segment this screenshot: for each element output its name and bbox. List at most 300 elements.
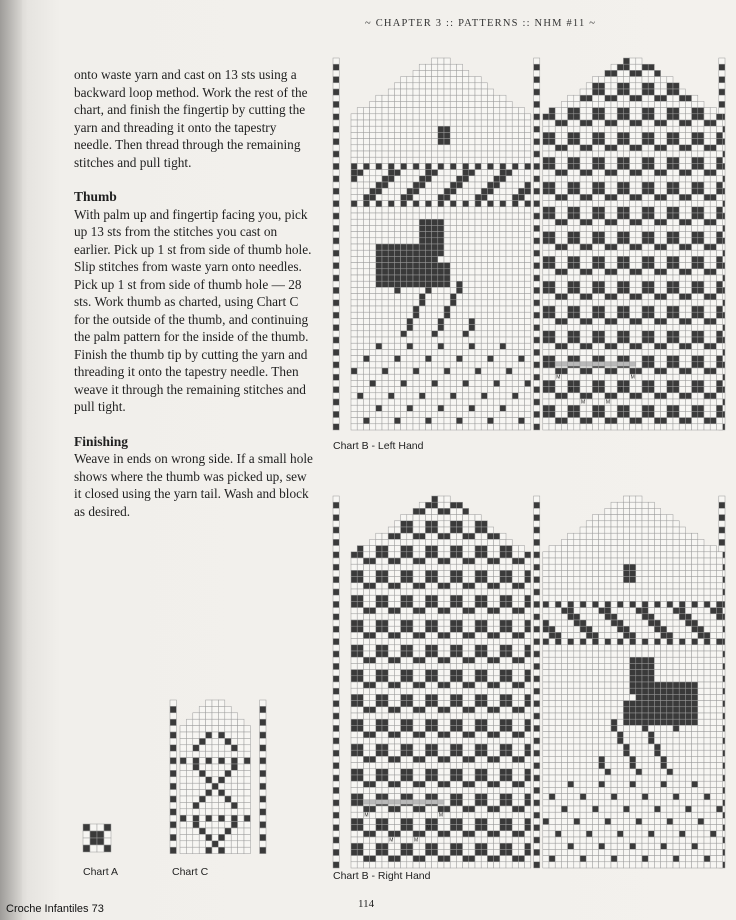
stitch-dark — [382, 552, 388, 558]
stitch-light — [487, 393, 493, 399]
edge-stitch — [333, 275, 339, 281]
stitch-light — [413, 825, 419, 831]
stitch-light — [611, 182, 617, 188]
stitch-light — [363, 374, 369, 380]
stitch-light — [407, 380, 413, 386]
stitch-light — [481, 589, 487, 595]
stitch-dark — [432, 577, 438, 583]
stitch-dark — [642, 132, 648, 138]
stitch-dark — [561, 120, 567, 126]
edge-stitch — [333, 521, 339, 527]
stitch-light — [481, 564, 487, 570]
stitch-light — [487, 263, 493, 269]
stitch-dark — [673, 188, 679, 194]
edge-stitch — [534, 250, 540, 256]
stitch-light — [512, 825, 518, 831]
stitch-light — [561, 387, 567, 393]
stitch-light — [475, 256, 481, 262]
stitch-light — [543, 349, 549, 355]
stitch-dark — [438, 781, 444, 787]
stitch-light — [679, 411, 685, 417]
stitch-light — [525, 356, 531, 362]
stitch-dark — [642, 281, 648, 287]
stitch-dark — [425, 263, 431, 269]
stitch-light — [494, 362, 500, 368]
stitch-dark — [673, 306, 679, 312]
stitch-light — [487, 207, 493, 213]
stitch-light — [611, 374, 617, 380]
stitch-light — [642, 70, 648, 76]
stitch-light — [357, 213, 363, 219]
stitch-light — [413, 151, 419, 157]
stitch-light — [648, 368, 654, 374]
stitch-light — [710, 287, 716, 293]
stitch-light — [549, 225, 555, 231]
stitch-dark — [370, 707, 376, 713]
stitch-light — [710, 300, 716, 306]
stitch-light — [363, 256, 369, 262]
stitch-dark — [592, 89, 598, 95]
stitch-dark — [407, 645, 413, 651]
stitch-dark — [574, 163, 580, 169]
stitch-dark — [561, 170, 567, 176]
stitch-light — [469, 244, 475, 250]
stitch-light — [407, 114, 413, 120]
stitch-light — [351, 207, 357, 213]
stitch-light — [518, 393, 524, 399]
stitch-dark — [394, 707, 400, 713]
stitch-light — [623, 349, 629, 355]
stitch-light — [363, 670, 369, 676]
edge-stitch — [534, 393, 540, 399]
stitch-dark — [357, 744, 363, 750]
stitch-light — [475, 331, 481, 337]
stitch-light — [394, 701, 400, 707]
stitch-light — [673, 219, 679, 225]
stitch-light — [357, 399, 363, 405]
stitch-light — [580, 312, 586, 318]
stitch-light — [636, 101, 642, 107]
stitch-light — [463, 719, 469, 725]
stitch-light — [419, 552, 425, 558]
stitch-light — [388, 194, 394, 200]
stitch-light — [543, 275, 549, 281]
edge-stitch — [719, 64, 725, 70]
stitch-light — [648, 418, 654, 424]
stitch-light — [555, 312, 561, 318]
stitch-light — [475, 219, 481, 225]
stitch-light — [574, 294, 580, 300]
stitch-light — [432, 583, 438, 589]
stitch-dark — [605, 95, 611, 101]
stitch-dark — [512, 657, 518, 663]
stitch-light — [487, 244, 493, 250]
stitch-light — [481, 614, 487, 620]
stitch-light — [444, 769, 450, 775]
stitch-dark — [704, 318, 710, 324]
stitch-light — [450, 114, 456, 120]
stitch-light — [394, 306, 400, 312]
stitch-light — [475, 399, 481, 405]
stitch-dark — [617, 356, 623, 362]
stitch-dark — [475, 719, 481, 725]
stitch-light — [487, 374, 493, 380]
stitch-light — [506, 176, 512, 182]
stitch-light — [704, 387, 710, 393]
stitch-dark — [351, 552, 357, 558]
stitch-light — [463, 701, 469, 707]
stitch-light — [592, 145, 598, 151]
stitch-light — [357, 182, 363, 188]
stitch-light — [494, 349, 500, 355]
stitch-dark — [481, 701, 487, 707]
stitch-light — [518, 139, 524, 145]
stitch-dark — [692, 387, 698, 393]
stitch-dark — [419, 806, 425, 812]
stitch-dark — [673, 213, 679, 219]
stitch-light — [438, 418, 444, 424]
stitch-light — [481, 663, 487, 669]
stitch-light — [463, 564, 469, 570]
stitch-light — [487, 825, 493, 831]
stitch-dark — [425, 418, 431, 424]
stitch-light — [432, 763, 438, 769]
stitch-light — [351, 564, 357, 570]
stitch-dark — [500, 694, 506, 700]
stitch-light — [512, 207, 518, 213]
stitch-light — [469, 101, 475, 107]
stitch-dark — [382, 626, 388, 632]
stitch-dark — [568, 132, 574, 138]
stitch-light — [407, 614, 413, 620]
stitch-dark — [401, 256, 407, 262]
stitch-light — [685, 151, 691, 157]
stitch-light — [388, 362, 394, 368]
stitch-light — [500, 300, 506, 306]
stitch-light — [481, 145, 487, 151]
edge-stitch — [333, 688, 339, 694]
stitch-light — [568, 194, 574, 200]
stitch-light — [444, 614, 450, 620]
stitch-light — [394, 325, 400, 331]
stitch-light — [469, 157, 475, 163]
stitch-dark — [438, 608, 444, 614]
stitch-light — [463, 539, 469, 545]
stitch-light — [605, 238, 611, 244]
stitch-light — [463, 213, 469, 219]
stitch-dark — [475, 694, 481, 700]
stitch-light — [376, 589, 382, 595]
edge-stitch — [333, 713, 339, 719]
stitch-dark — [506, 701, 512, 707]
stitch-dark — [574, 356, 580, 362]
stitch-light — [636, 139, 642, 145]
stitch-light — [469, 719, 475, 725]
stitch-dark — [512, 583, 518, 589]
stitch-light — [419, 424, 425, 430]
stitch-light — [642, 176, 648, 182]
stitch-light — [568, 399, 574, 405]
stitch-dark — [500, 769, 506, 775]
stitch-light — [438, 769, 444, 775]
stitch-light — [494, 589, 500, 595]
stitch-light — [407, 806, 413, 812]
stitch-light — [456, 325, 462, 331]
stitch-dark — [648, 232, 654, 238]
stitch-dark — [654, 368, 660, 374]
stitch-light — [370, 387, 376, 393]
edge-stitch — [534, 387, 540, 393]
stitch-dark — [512, 707, 518, 713]
stitch-light — [425, 132, 431, 138]
stitch-light — [494, 120, 500, 126]
stitch-light — [487, 101, 493, 107]
stitch-light — [475, 657, 481, 663]
stitch-light — [611, 300, 617, 306]
stitch-light — [475, 294, 481, 300]
stitch-light — [444, 58, 450, 64]
stitch-light — [506, 182, 512, 188]
stitch-light — [685, 188, 691, 194]
stitch-dark — [710, 418, 716, 424]
stitch-light — [438, 552, 444, 558]
stitch-light — [382, 343, 388, 349]
stitch-light — [370, 694, 376, 700]
stitch-light — [518, 380, 524, 386]
stitch-light — [592, 77, 598, 83]
stitch-dark — [667, 139, 673, 145]
stitch-dark — [394, 170, 400, 176]
edge-stitch — [534, 238, 540, 244]
stitch-light — [630, 64, 636, 70]
stitch-light — [351, 139, 357, 145]
stitch-light — [525, 418, 531, 424]
stitch-light — [630, 101, 636, 107]
stitch-dark — [432, 331, 438, 337]
stitch-light — [463, 275, 469, 281]
stitch-light — [525, 368, 531, 374]
stitch-dark — [716, 306, 722, 312]
stitch-light — [363, 694, 369, 700]
stitch-dark — [642, 114, 648, 120]
stitch-light — [463, 77, 469, 83]
stitch-light — [704, 201, 710, 207]
stitch-dark — [394, 275, 400, 281]
stitch-light — [636, 349, 642, 355]
stitch-light — [444, 595, 450, 601]
stitch-light — [525, 787, 531, 793]
stitch-dark — [487, 418, 493, 424]
stitch-light — [432, 682, 438, 688]
stitch-light — [407, 738, 413, 744]
stitch-light — [525, 639, 531, 645]
stitch-light — [394, 651, 400, 657]
stitch-dark — [456, 182, 462, 188]
stitch-dark — [469, 405, 475, 411]
stitch-dark — [543, 207, 549, 213]
stitch-light — [444, 570, 450, 576]
stitch-light — [444, 694, 450, 700]
stitch-dark — [388, 393, 394, 399]
stitch-light — [617, 151, 623, 157]
stitch-dark — [679, 219, 685, 225]
stitch-light — [357, 763, 363, 769]
stitch-light — [543, 145, 549, 151]
stitch-dark — [654, 170, 660, 176]
stitch-light — [500, 232, 506, 238]
stitch-light — [425, 349, 431, 355]
stitch-light — [481, 756, 487, 762]
stitch-light — [432, 614, 438, 620]
stitch-dark — [506, 825, 512, 831]
stitch-light — [494, 170, 500, 176]
stitch-dark — [586, 318, 592, 324]
stitch-light — [351, 306, 357, 312]
stitch-light — [357, 337, 363, 343]
stitch-light — [370, 349, 376, 355]
stitch-light — [710, 132, 716, 138]
stitch-dark — [518, 632, 524, 638]
stitch-light — [518, 775, 524, 781]
stitch-dark — [432, 527, 438, 533]
stitch-light — [561, 250, 567, 256]
stitch-light — [561, 114, 567, 120]
stitch-dark — [716, 380, 722, 386]
stitch-light — [438, 527, 444, 533]
stitch-dark — [456, 750, 462, 756]
stitch-dark — [401, 651, 407, 657]
stitch-dark — [444, 608, 450, 614]
stitch-light — [394, 645, 400, 651]
edge-stitch — [333, 744, 339, 750]
edge-stitch — [534, 151, 540, 157]
stitch-light — [401, 343, 407, 349]
stitch-light — [636, 300, 642, 306]
stitch-light — [494, 769, 500, 775]
stitch-light — [363, 126, 369, 132]
stitch-light — [500, 763, 506, 769]
stitch-light — [401, 318, 407, 324]
book-spine-shadow — [0, 0, 22, 920]
stitch-dark — [481, 750, 487, 756]
stitch-light — [469, 769, 475, 775]
stitch-light — [438, 207, 444, 213]
stitch-light — [500, 657, 506, 663]
edge-stitch — [719, 539, 725, 545]
stitch-dark — [456, 800, 462, 806]
stitch-light — [586, 275, 592, 281]
stitch-light — [555, 349, 561, 355]
stitch-light — [630, 89, 636, 95]
stitch-light — [357, 374, 363, 380]
stitch-light — [525, 170, 531, 176]
stitch-dark — [450, 570, 456, 576]
stitch-light — [438, 256, 444, 262]
stitch-dark — [592, 238, 598, 244]
stitch-light — [661, 83, 667, 89]
stitch-light — [494, 763, 500, 769]
stitch-dark — [413, 583, 419, 589]
stitch-light — [413, 101, 419, 107]
stitch-dark — [475, 670, 481, 676]
stitch-light — [518, 225, 524, 231]
stitch-dark — [475, 701, 481, 707]
stitch-light — [413, 570, 419, 576]
stitch-light — [481, 331, 487, 337]
stitch-dark — [568, 263, 574, 269]
stitch-dark — [487, 182, 493, 188]
stitch-light — [698, 225, 704, 231]
intro-paragraph: onto waste yarn and cast on 13 sts using a backward loop method. Work the rest of the chart, and finish the fingertip by cutting the yarn and threading it onto the tapestry needle. Then thread through the remaining stitches and pull tight. — [74, 67, 308, 170]
stitch-light — [487, 577, 493, 583]
stitch-light — [444, 380, 450, 386]
stitch-light — [500, 126, 506, 132]
stitch-dark — [525, 719, 531, 725]
stitch-light — [419, 539, 425, 545]
stitch-dark — [425, 818, 431, 824]
stitch-light — [487, 738, 493, 744]
stitch-light — [357, 614, 363, 620]
stitch-light — [438, 356, 444, 362]
stitch-dark — [357, 651, 363, 657]
stitch-light — [518, 812, 524, 818]
stitch-light — [469, 738, 475, 744]
stitch-light — [456, 411, 462, 417]
stitch-light — [351, 349, 357, 355]
stitch-dark — [413, 368, 419, 374]
stitch-dark — [636, 70, 642, 76]
stitch-light — [370, 318, 376, 324]
stitch-light — [469, 95, 475, 101]
stitch-light — [382, 707, 388, 713]
stitch-light — [456, 108, 462, 114]
stitch-light — [401, 806, 407, 812]
stitch-light — [363, 676, 369, 682]
stitch-light — [407, 608, 413, 614]
stitch-light — [456, 331, 462, 337]
stitch-light — [444, 515, 450, 521]
stitch-light — [456, 763, 462, 769]
stitch-light — [351, 132, 357, 138]
stitch-light — [382, 539, 388, 545]
stitch-light — [456, 294, 462, 300]
stitch-light — [450, 244, 456, 250]
stitch-light — [469, 139, 475, 145]
stitch-light — [370, 769, 376, 775]
stitch-light — [481, 806, 487, 812]
stitch-light — [432, 64, 438, 70]
stitch-dark — [463, 558, 469, 564]
stitch-dark — [543, 411, 549, 417]
stitch-light — [370, 564, 376, 570]
stitch-light — [685, 176, 691, 182]
stitch-dark — [599, 337, 605, 343]
stitch-light — [413, 387, 419, 393]
stitch-light — [475, 756, 481, 762]
stitch-light — [710, 411, 716, 417]
stitch-dark — [419, 263, 425, 269]
stitch-dark — [586, 343, 592, 349]
stitch-light — [704, 256, 710, 262]
edge-stitch — [534, 132, 540, 138]
stitch-light — [450, 738, 456, 744]
stitch-light — [388, 356, 394, 362]
stitch-light — [357, 201, 363, 207]
edge-stitch — [333, 108, 339, 114]
stitch-light — [419, 306, 425, 312]
edge-stitch — [333, 577, 339, 583]
stitch-dark — [580, 219, 586, 225]
